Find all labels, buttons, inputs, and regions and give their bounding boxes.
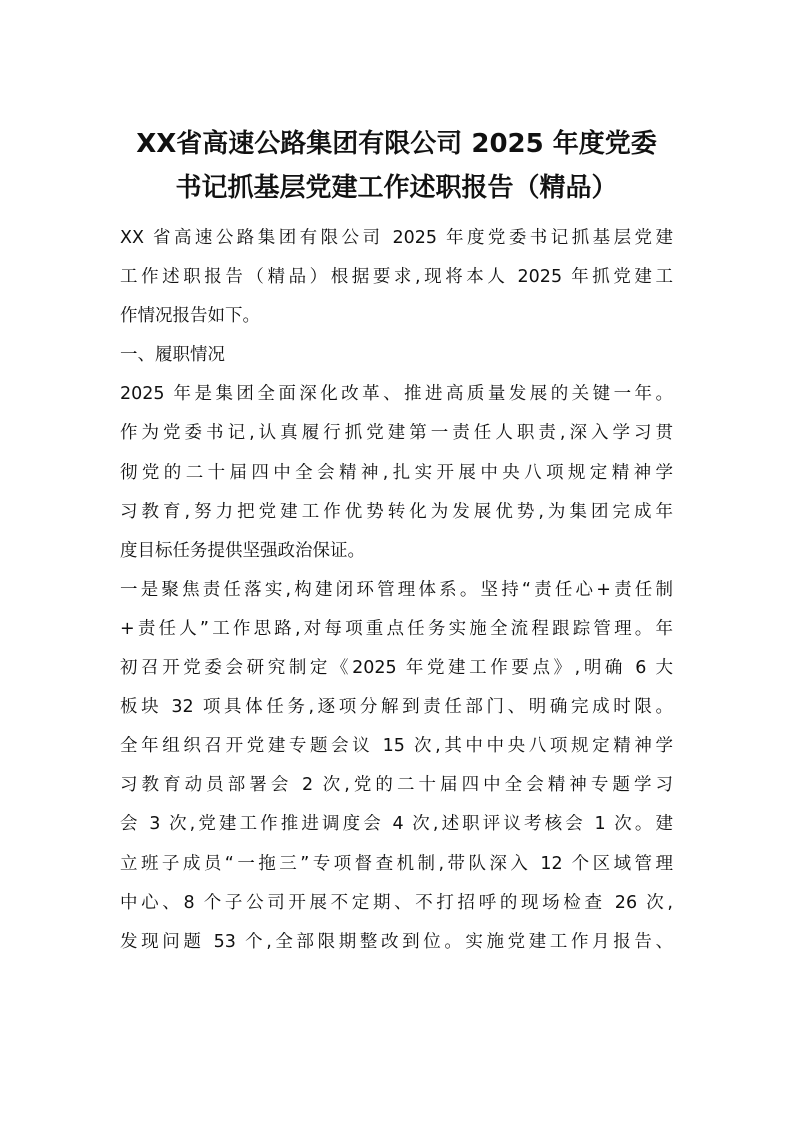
paragraph [120,375,673,570]
text-line: 立班子成员“一拖三”专项督查机制,带队深入 12 个区域管理 [120,853,673,874]
text-line: +责任人”工作思路,对每项重点任务实施全流程跟踪管理。年 [120,618,673,639]
text-line: 度目标任务提供坚强政治保证。 [120,540,365,561]
text-line: 全年组织召开党建专题会议 15 次,其中中央八项规定精神学 [120,736,673,757]
text-line: 2025 年是集团全面深化改革、推进高质量发展的关键一年。 [120,384,673,405]
text-line: 作为党委书记,认真履行抓党建第一责任人职责,深入学习贯 [120,423,673,444]
section-heading [120,336,673,375]
text-line: 作情况报告如下。 [120,306,260,327]
document-title [100,122,693,210]
text-line: 初召开党委会研究制定《2025 年党建工作要点》,明确 6 大 [120,658,673,679]
text-line: 板块 32 项具体任务,逐项分解到责任部门、明确完成时限。 [120,697,673,718]
document-body [120,219,673,962]
text-line: 习教育,努力把党建工作优势转化为发展优势,为集团完成年 [120,501,673,522]
paragraph [120,571,673,962]
text-line: 彻党的二十届四中全会精神,扎实开展中央八项规定精神学 [120,462,673,483]
title-line: XX省高速公路集团有限公司 2025 年度党委 [136,129,657,159]
text-line: 一、履职情况 [120,345,225,366]
text-line: 中心、8 个子公司开展不定期、不打招呼的现场检查 26 次, [120,892,673,913]
text-line: 工作述职报告（精品）根据要求,现将本人 2025 年抓党建工 [120,267,673,288]
text-line: XX 省高速公路集团有限公司 2025 年度党委书记抓基层党建 [120,228,673,248]
text-line: 一是聚焦责任落实,构建闭环管理体系。坚持“责任心+责任制 [120,579,673,600]
paragraph [120,219,673,336]
text-line: 会 3 次,党建工作推进调度会 4 次,述职评议考核会 1 次。建 [120,814,673,835]
title-line: 书记抓基层党建工作述职报告（精品） [175,173,618,203]
text-line: 习教育动员部署会 2 次,党的二十届四中全会精神专题学习 [120,775,673,796]
text-line: 发现问题 53 个,全部限期整改到位。实施党建工作月报告、 [120,931,673,952]
